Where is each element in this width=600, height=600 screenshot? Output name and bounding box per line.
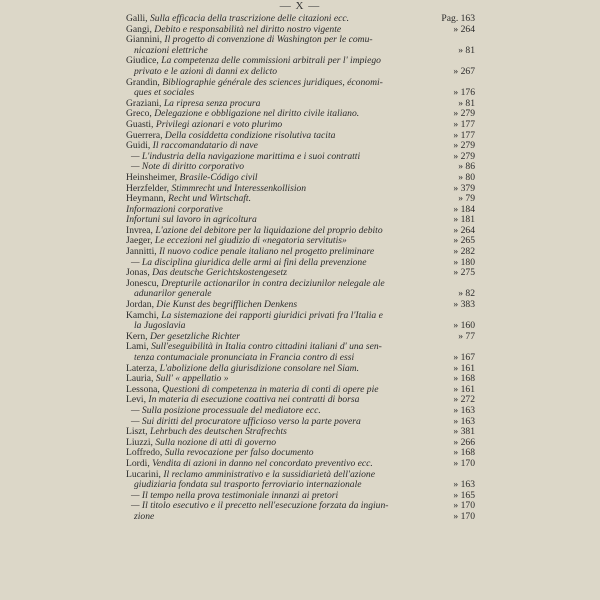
entry-page-number: » 176 xyxy=(450,88,475,99)
index-line xyxy=(126,78,475,89)
entry-author: Liszt, xyxy=(126,427,148,438)
entry-title: giudiziaria fondata sul trasporto ferroviario internazionale xyxy=(134,480,362,491)
entry-page-number: Pag. 163 xyxy=(438,14,475,25)
entry-author: Herzfelder, xyxy=(126,183,170,194)
index-line xyxy=(126,35,475,46)
index-entry xyxy=(126,385,475,396)
entry-author: Lessona, xyxy=(126,384,160,395)
index-entry xyxy=(126,205,475,216)
index-line xyxy=(126,491,475,502)
entry-author: Levi, xyxy=(126,395,146,406)
index-line xyxy=(126,173,475,184)
entry-page-number: » 275 xyxy=(450,268,475,279)
index-entry xyxy=(126,194,475,205)
entry-title: Delegazione e obbligazione nel diritto civile italiano. xyxy=(154,109,360,120)
entry-page-number: » 81 xyxy=(455,99,475,110)
entry-title: tenza contumaciale pronunciata in Francia contro di essi xyxy=(134,353,355,363)
index-line xyxy=(126,184,475,195)
entry-page-number: » 180 xyxy=(450,258,475,269)
entry-author: Giudice, xyxy=(126,56,159,67)
index-entry xyxy=(126,35,475,56)
entry-page-number: » 160 xyxy=(450,321,475,332)
entry-page-number: » 265 xyxy=(450,236,475,247)
entry-title: Sulla revocazione per falso documento xyxy=(164,448,314,459)
entry-page-number: » 81 xyxy=(455,46,475,57)
index-line xyxy=(126,162,475,173)
index-line xyxy=(126,374,475,385)
entry-title: L'azione del debitore per la liquidazione del proprio debito xyxy=(155,225,383,236)
entry-page-number: » 279 xyxy=(450,152,475,163)
entry-title: — Sulla posizione processuale del mediatore ecc. xyxy=(131,405,321,416)
entry-page-number: » 163 xyxy=(450,417,475,428)
entry-page-number: » 379 xyxy=(450,184,475,195)
index-line xyxy=(126,120,475,131)
index-entry xyxy=(126,215,475,226)
entry-page-number: » 79 xyxy=(455,194,475,205)
index-line xyxy=(126,417,475,428)
entry-title: L'abolizione della giurisdizione consolare nel Siam. xyxy=(159,363,359,374)
index-line xyxy=(126,480,475,491)
entry-author: Guerrera, xyxy=(126,130,163,141)
index-line xyxy=(126,427,475,438)
index-entry xyxy=(126,470,475,523)
index-line xyxy=(126,247,475,258)
entry-title: Drepturile actionarilor in contra deciziunilor nelegale ale xyxy=(161,278,385,289)
index-entry xyxy=(126,109,475,120)
entry-title: Sull' « appellatio » xyxy=(155,374,229,385)
entry-title: Das deutsche Gerichtskostengesetz xyxy=(152,268,287,279)
entry-page-number: » 163 xyxy=(450,480,475,491)
index-line xyxy=(126,395,475,406)
entry-page-number: » 272 xyxy=(450,395,475,406)
entry-page-number: » 168 xyxy=(450,374,475,385)
entry-page-number: » 82 xyxy=(455,289,475,300)
index-line xyxy=(126,311,475,322)
entry-title: Della cosiddetta condizione risolutiva tacita xyxy=(164,130,336,141)
entry-title: la Jugoslavia xyxy=(134,321,186,332)
index-entry xyxy=(126,173,475,184)
entry-author: Lucarini, xyxy=(126,469,161,480)
index-line xyxy=(126,321,475,332)
index-line xyxy=(126,205,475,216)
index-line xyxy=(126,470,475,481)
index-line xyxy=(126,438,475,449)
entry-page-number: » 163 xyxy=(450,406,475,417)
entry-author: Jonas, xyxy=(126,268,150,279)
index-line xyxy=(126,46,475,57)
entry-title: nicazioni elettriche xyxy=(134,45,208,56)
entry-title: Privilegi azionari e voto plurimo xyxy=(155,119,283,130)
index-line xyxy=(126,448,475,459)
entry-page-number: » 161 xyxy=(450,385,475,396)
entry-page-number: » 161 xyxy=(450,364,475,375)
entry-page-number: » 170 xyxy=(450,459,475,470)
entry-page-number: » 165 xyxy=(450,491,475,502)
entry-title: Lehrbuch des deutschen Strafrechts xyxy=(150,427,287,438)
entry-title: Debito e responsabilità nel diritto nostro vigente xyxy=(154,24,342,35)
index-entry xyxy=(126,78,475,99)
entry-author: Guasti, xyxy=(126,119,154,130)
entry-title: ques et sociales xyxy=(134,88,195,99)
index-line xyxy=(126,300,475,311)
index-entry xyxy=(126,427,475,438)
index-entry xyxy=(126,311,475,332)
index-line xyxy=(126,99,475,110)
entry-title: Vendita di azioni in danno nel concordato preventivo ecc. xyxy=(152,458,373,469)
index-line xyxy=(126,131,475,142)
entry-title: Il reclamo amministrativo e la sussidiarietà dell'azione xyxy=(163,469,375,480)
entry-author: Gangi, xyxy=(126,24,152,35)
entry-author: Greco, xyxy=(126,109,152,120)
entry-author: Jannitti, xyxy=(126,247,157,258)
entry-title: — La disciplina giuridica delle armi ai fini della prevenzione xyxy=(131,257,367,268)
index-line xyxy=(126,67,475,78)
entry-author: Jaeger, xyxy=(126,236,153,247)
entry-page-number: » 264 xyxy=(450,25,475,36)
index-entry xyxy=(126,247,475,268)
entry-title: Sulla nozione di atti di governo xyxy=(155,437,277,448)
entry-title: — Note di diritto corporativo xyxy=(131,162,244,173)
entry-author: Giannini, xyxy=(126,35,162,46)
entry-title: adunarilor generale xyxy=(134,289,212,300)
entry-author: Lordi, xyxy=(126,458,150,469)
entry-title: — Il titolo esecutivo e il precetto nell'esecuzione forzata da ingiun- xyxy=(131,501,389,512)
index-line xyxy=(126,56,475,67)
index-line xyxy=(126,215,475,226)
index-line xyxy=(126,88,475,99)
entry-author: Graziani, xyxy=(126,98,162,109)
entry-author: Jonescu, xyxy=(126,278,159,289)
entry-title: privato e le azioni di danni ex delicto xyxy=(134,66,278,77)
entry-title: Brasile-Código civil xyxy=(179,172,258,183)
entry-page-number: » 167 xyxy=(450,353,475,364)
index-entry xyxy=(126,342,475,363)
entry-author: Kern, xyxy=(126,331,148,342)
index-entry xyxy=(126,184,475,195)
entry-title: Der gesetzliche Richter xyxy=(149,331,241,342)
index-entry xyxy=(126,120,475,131)
entry-page-number: » 77 xyxy=(455,332,475,343)
entry-page-number: » 168 xyxy=(450,448,475,459)
index-entry xyxy=(126,131,475,142)
entry-title: Sull'eseguibilità in Italia contro cittadini italiani d' una sen- xyxy=(151,342,382,353)
entry-title: La sistemazione dei rapporti giuridici privati fra l'Italia e xyxy=(161,310,383,321)
entry-page-number: » 181 xyxy=(450,215,475,226)
entry-page-number: » 381 xyxy=(450,427,475,438)
entry-title: Questioni di competenza in materia di conti di opere pie xyxy=(162,384,379,395)
entry-page-number: » 80 xyxy=(455,173,475,184)
entry-title: La competenza delle commissioni arbitrali per l' impiego xyxy=(161,56,381,67)
index-line xyxy=(126,194,475,205)
entry-title: Informazioni corporative xyxy=(126,204,223,215)
index-line xyxy=(126,332,475,343)
entry-title: Recht und Wirtschaft. xyxy=(168,194,251,205)
entry-title: In materia di esecuzione coattiva nei contratti di borsa xyxy=(148,395,360,406)
entry-title: Il progetto di convenzione di Washington per le comu- xyxy=(164,35,373,46)
index-entry xyxy=(126,364,475,375)
index-line xyxy=(126,226,475,237)
entry-title: Il raccomandatario di nave xyxy=(152,141,258,152)
index-entry xyxy=(126,374,475,385)
entry-title: zione xyxy=(134,511,155,522)
entry-page-number: » 170 xyxy=(450,512,475,523)
index-line xyxy=(126,406,475,417)
index-line xyxy=(126,14,475,25)
entry-title: Infortuni sul lavoro in agricoltura xyxy=(126,215,257,226)
index-entry xyxy=(126,459,475,470)
index-entry xyxy=(126,395,475,427)
entry-author: Liuzzi, xyxy=(126,437,153,448)
entry-title: Stimmrecht und Interessenkollision xyxy=(171,183,307,194)
entry-title: — L'industria della navigazione marittima e i suoi contratti xyxy=(131,151,361,162)
index-entry xyxy=(126,236,475,247)
entry-author: Laterza, xyxy=(126,363,158,374)
index-entry xyxy=(126,14,475,25)
index-entry xyxy=(126,56,475,77)
index-line xyxy=(126,289,475,300)
index-line xyxy=(126,364,475,375)
index-line xyxy=(126,342,475,353)
index-entry xyxy=(126,332,475,343)
index-entry xyxy=(126,448,475,459)
entry-author: Loffredo, xyxy=(126,448,163,459)
entry-author: Guidi, xyxy=(126,141,151,152)
entry-page-number: » 184 xyxy=(450,205,475,216)
entry-page-number: » 170 xyxy=(450,501,475,512)
entry-title: — Sui diritti del procuratore ufficioso verso la parte povera xyxy=(131,416,361,427)
index-entry xyxy=(126,226,475,237)
entry-title: — Il tempo nella prova testimoniale innanzi ai pretori xyxy=(131,490,339,501)
entry-page-number: » 267 xyxy=(450,67,475,78)
entry-page-number: » 282 xyxy=(450,247,475,258)
index-entry xyxy=(126,99,475,110)
entry-title: Die Kunst des begrifflichen Denkens xyxy=(156,300,298,311)
entry-title: Bibliographie générale des sciences juridiques, économi- xyxy=(162,77,383,88)
index-line xyxy=(126,512,475,523)
page-header: — X — xyxy=(279,0,321,12)
entry-author: Kamchi, xyxy=(126,310,159,321)
entry-author: Lami, xyxy=(126,342,149,353)
entry-author: Invrea, xyxy=(126,225,153,236)
index-entry xyxy=(126,141,475,173)
entry-author: Grandin, xyxy=(126,77,160,88)
entry-page-number: » 279 xyxy=(450,141,475,152)
index-line xyxy=(126,279,475,290)
index-line xyxy=(126,459,475,470)
index-entries xyxy=(126,14,475,523)
index-line xyxy=(126,109,475,120)
index-line xyxy=(126,25,475,36)
entry-author: Lauria, xyxy=(126,374,154,385)
index-line xyxy=(126,236,475,247)
entry-page-number: » 266 xyxy=(450,438,475,449)
entry-page-number: » 264 xyxy=(450,226,475,237)
index-entry xyxy=(126,438,475,449)
index-line xyxy=(126,268,475,279)
entry-title: Sulla efficacia della trascrizione delle citazioni ecc. xyxy=(150,14,350,24)
index-entry xyxy=(126,25,475,36)
index-entry xyxy=(126,268,475,279)
index-line xyxy=(126,353,475,364)
entry-author: Heymann, xyxy=(126,194,166,205)
entry-author: Jordan, xyxy=(126,300,154,311)
index-line xyxy=(126,385,475,396)
index-line xyxy=(126,152,475,163)
index-entry xyxy=(126,300,475,311)
entry-page-number: » 177 xyxy=(450,131,475,142)
index-line xyxy=(126,501,475,512)
index-line xyxy=(126,258,475,269)
entry-page-number: » 86 xyxy=(455,162,475,173)
entry-page-number: » 279 xyxy=(450,109,475,120)
entry-author: Galli, xyxy=(126,14,148,24)
index-line xyxy=(126,141,475,152)
entry-title: Le eccezioni nel giudizio di «negatoria servitutis» xyxy=(154,236,347,247)
entry-page-number: » 177 xyxy=(450,120,475,131)
entry-title: La ripresa senza procura xyxy=(163,98,261,109)
entry-author: Heinsheimer, xyxy=(126,172,178,183)
index-entry xyxy=(126,279,475,300)
entry-title: Il nuovo codice penale italiano nel progetto preliminare xyxy=(159,247,375,258)
entry-page-number: » 383 xyxy=(450,300,475,311)
